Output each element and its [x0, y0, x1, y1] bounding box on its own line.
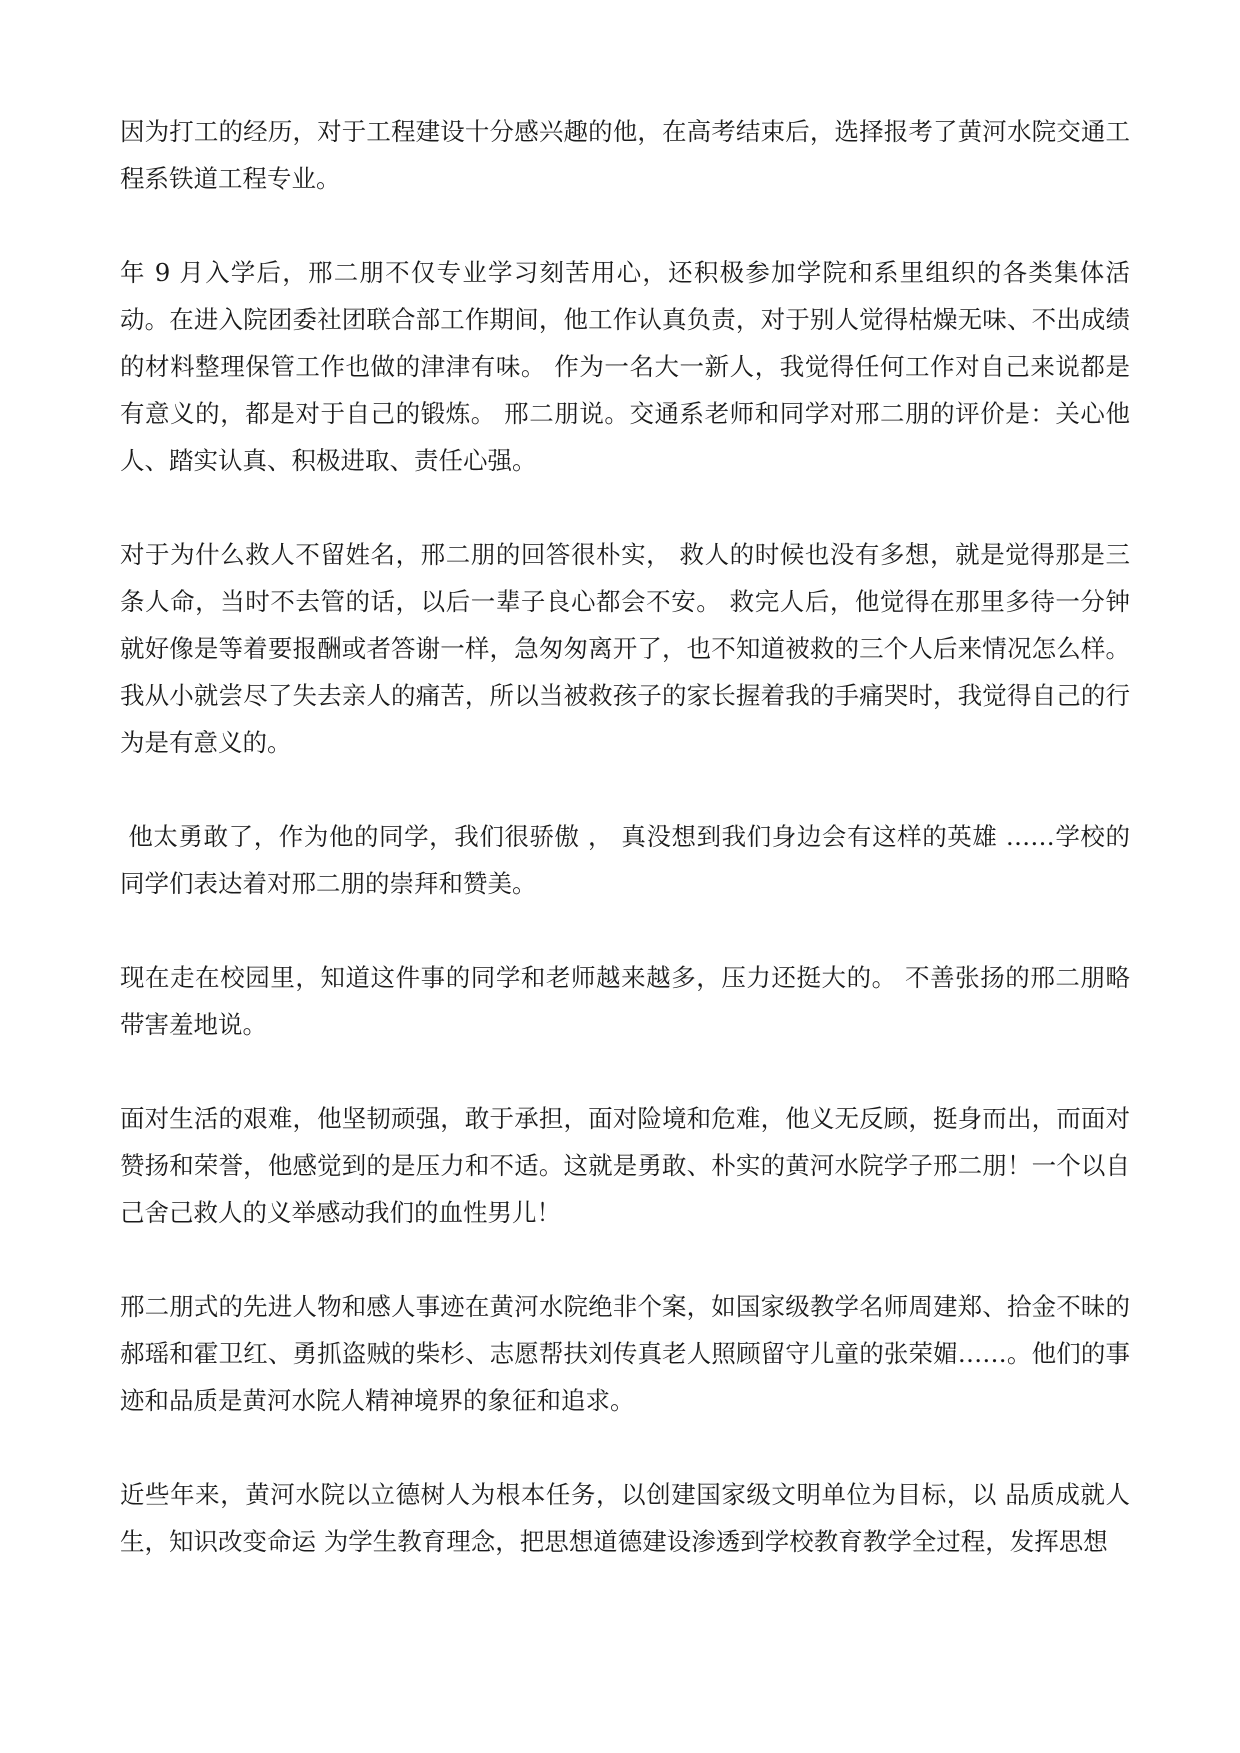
document-body — [120, 108, 1130, 1565]
paragraph-7: 邢二朋式的先进人物和感人事迹在黄河水院绝非个案，如国家级教学名师周建郑、拾金不昧的郝瑶和霍卫红、勇抓盗贼的柴杉、志愿帮扶刘传真老人照顾留守儿童的张荣媚……。他们的事迹和品质是黄河水院人精神境界的象征和追求。 — [120, 1292, 1130, 1415]
paragraph-6: 面对生活的艰难，他坚韧顽强，敢于承担，面对险境和危难，他义无反顾，挺身而出，而面对赞扬和荣誉，他感觉到的是压力和不适。这就是勇敢、朴实的黄河水院学子邢二朋！一个以自己舍己救人的义举感动我们的血性男儿！ — [120, 1104, 1130, 1227]
paragraph-4: 他太勇敢了，作为他的同学，我们很骄傲 ， 真没想到我们身边会有这样的英雄 ……学校的同学们表达着对邢二朋的崇拜和赞美。 — [120, 822, 1130, 898]
paragraph-8: 近些年来，黄河水院以立德树人为根本任务，以创建国家级文明单位为目标，以 品质成就人生，知识改变命运 为学生教育理念，把思想道德建设渗透到学校教育教学全过程，发挥思想 — [120, 1480, 1130, 1556]
paragraph-5: 现在走在校园里，知道这件事的同学和老师越来越多，压力还挺大的。 不善张扬的邢二朋略带害羞地说。 — [120, 963, 1130, 1039]
paragraph-3: 对于为什么救人不留姓名，邢二朋的回答很朴实， 救人的时候也没有多想，就是觉得那是三条人命，当时不去管的话，以后一辈子良心都会不安。 救完人后，他觉得在那里多待一分钟就好像是等着要报酬或者答谢一样，急匆匆离开了，也不知道被救的三个人后来情况怎么样。我从小就尝尽了失去亲人的痛苦，所以当被救孩子的家长握着我的手痛哭时，我觉得自己的行为是有意义的。 — [120, 540, 1130, 757]
paragraph-1: 因为打工的经历，对于工程建设十分感兴趣的他，在高考结束后，选择报考了黄河水院交通工程系铁道工程专业。 — [120, 117, 1130, 193]
paragraph-2: 年 9 月入学后，邢二朋不仅专业学习刻苦用心，还积极参加学院和系里组织的各类集体活动。在进入院团委社团联合部工作期间，他工作认真负责，对于别人觉得枯燥无味、不出成绩的材料整理保管工作也做的津津有味。 作为一名大一新人，我觉得任何工作对自己来说都是有意义的，都是对于自己的锻炼。 邢二朋说。交通系老师和同学对邢二朋的评价是：关心他人、踏实认真、积极进取、责任心强。 — [120, 258, 1130, 475]
